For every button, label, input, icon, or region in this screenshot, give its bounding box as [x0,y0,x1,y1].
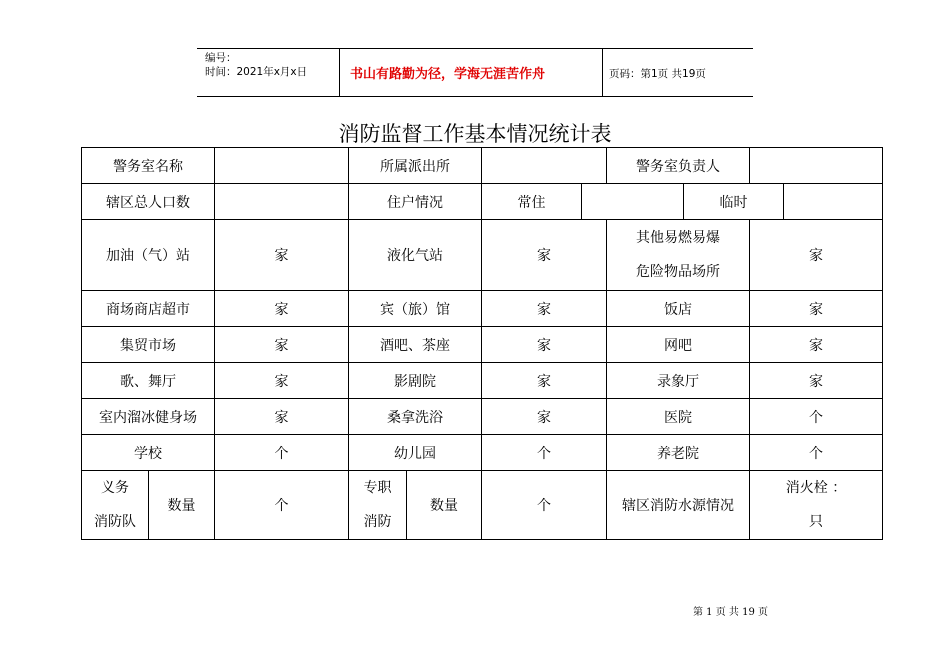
restaurant-label: 饭店 [607,291,750,327]
hotel-unit: 家 [482,291,607,327]
restaurant-unit: 家 [750,291,883,327]
table-row [82,363,883,399]
volunteer-qty-label: 数量 [149,471,215,540]
table-row [82,435,883,471]
gas-station-label: 加油（气）站 [82,220,215,291]
population-value [215,184,349,220]
video-hall-unit: 家 [750,363,883,399]
hydrant-label-line1: 消火栓 ： [785,480,847,496]
nursing-home-unit: 个 [750,435,883,471]
ktv-label: 歌、舞厅 [82,363,215,399]
page-title: 消防监督工作基本情况统计表 [338,122,612,146]
lpg-station-unit: 家 [482,220,607,291]
police-station-label: 所属派出所 [349,148,482,184]
ktv-unit: 家 [215,363,349,399]
internet-cafe-unit: 家 [750,327,883,363]
volunteer-brigade-label-line2: 消防队 [94,514,136,530]
skating-gym-unit: 家 [215,399,349,435]
hydrant-label-line2: 只 [809,514,823,530]
header-page-code: 页码：第1页 共19页 [609,68,706,80]
leader-label: 警务室负责人 [607,148,750,184]
market-label: 集贸市场 [82,327,215,363]
internet-cafe-label: 网吧 [607,327,750,363]
hotel-label: 宾（旅）馆 [349,291,482,327]
station-name-value [215,148,349,184]
table-row [82,399,883,435]
temporary-value [784,184,883,220]
mall-unit: 家 [215,291,349,327]
pro-qty-label: 数量 [407,471,482,540]
volunteer-brigade-label [82,471,149,540]
header-code-label: 编号： [205,52,237,64]
volunteer-brigade-label-line1: 义务 [101,480,129,496]
gas-station-unit: 家 [215,220,349,291]
pro-brigade-label-line2: 消防 [363,514,392,530]
dangerous-goods-label-line2: 危险物品场所 [636,264,720,280]
hospital-unit: 个 [750,399,883,435]
cinema-unit: 家 [482,363,607,399]
table-row [82,148,883,184]
household-label: 住户情况 [349,184,482,220]
kindergarten-unit: 个 [482,435,607,471]
population-label: 辖区总人口数 [82,184,215,220]
volunteer-qty-unit: 个 [215,471,349,540]
skating-gym-label: 室内溜冰健身场 [82,399,215,435]
permanent-label: 常住 [482,184,582,220]
header-top-rule [197,48,753,49]
water-source-label: 辖区消防水源情况 [607,471,750,540]
market-unit: 家 [215,327,349,363]
pro-brigade-label-line1: 专职 [363,480,392,496]
table-row [82,471,883,540]
bar-unit: 家 [482,327,607,363]
dangerous-goods-unit: 家 [750,220,883,291]
permanent-value [582,184,684,220]
sauna-label: 桑拿洗浴 [349,399,482,435]
hospital-label: 医院 [607,399,750,435]
lpg-station-label: 液化气站 [349,220,482,291]
temporary-label: 临时 [684,184,784,220]
pro-brigade-label [349,471,407,540]
header-motto: 书山有路勤为径，学海无涯苦作舟 [350,67,546,82]
kindergarten-label: 幼儿园 [349,435,482,471]
page-footer: 第 1 页 共 19 页 [693,607,768,618]
station-name-label: 警务室名称 [82,148,215,184]
cinema-label: 影剧院 [349,363,482,399]
school-label: 学校 [82,435,215,471]
mall-label: 商场商店超市 [82,291,215,327]
police-station-value [482,148,607,184]
video-hall-label: 录象厅 [607,363,750,399]
dangerous-goods-label-line1: 其他易燃易爆 [636,230,720,246]
sauna-unit: 家 [482,399,607,435]
bar-label: 酒吧、茶座 [349,327,482,363]
table-row [82,220,883,291]
school-unit: 个 [215,435,349,471]
statistics-table [81,147,883,540]
table-row [82,327,883,363]
table-row [82,184,883,220]
hydrant-cell [750,471,883,540]
header-divider-right [602,48,603,96]
leader-value [750,148,883,184]
nursing-home-label: 养老院 [607,435,750,471]
header-divider-left [339,48,340,96]
header-date-label: 时间：2021年x月x日 [205,66,308,78]
table-row [82,291,883,327]
dangerous-goods-label [607,220,750,291]
pro-qty-unit: 个 [482,471,607,540]
header-bottom-rule [197,96,753,97]
